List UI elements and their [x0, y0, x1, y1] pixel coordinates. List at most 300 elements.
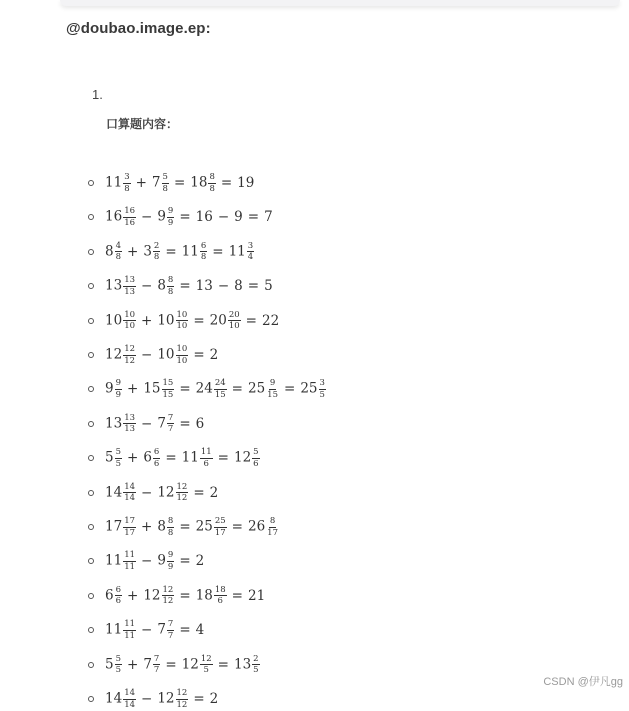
- bullet-icon: [88, 421, 94, 427]
- whole-part: 7: [143, 656, 152, 673]
- math-operator: =: [179, 553, 191, 570]
- math-operator: =: [179, 519, 191, 535]
- list-item: [88, 618, 204, 642]
- math-operator: −: [141, 347, 153, 363]
- math-number: [196, 209, 213, 225]
- math-operator: +: [141, 312, 153, 329]
- fraction: [200, 242, 207, 262]
- fraction-denominator: 8: [153, 252, 160, 263]
- math-expression: [105, 586, 265, 606]
- whole-part: 5: [105, 656, 114, 673]
- fraction: [176, 483, 189, 503]
- fraction-numerator: 11: [124, 550, 136, 561]
- fraction: [115, 448, 122, 468]
- fraction: [167, 207, 174, 227]
- fraction-numerator: 5: [253, 447, 259, 458]
- whole-part: 14: [105, 484, 123, 501]
- fraction-denominator: 14: [124, 493, 136, 504]
- whole-part: 8: [157, 277, 166, 294]
- math-number: [196, 586, 227, 606]
- math-number: [264, 278, 273, 294]
- fraction-numerator: 8: [269, 516, 276, 526]
- fraction-numerator: 8: [209, 172, 215, 182]
- math-number: [105, 379, 122, 399]
- math-expression: [105, 345, 218, 365]
- fraction: [252, 448, 259, 468]
- fraction-numerator: 8: [167, 275, 174, 286]
- list-item: [88, 653, 260, 677]
- whole-part: 8: [234, 278, 243, 295]
- math-expression: [105, 207, 273, 227]
- list-item: [88, 309, 279, 333]
- math-operator: =: [220, 175, 233, 191]
- fraction-denominator: 6: [217, 596, 223, 607]
- whole-part: 10: [157, 312, 175, 329]
- message-heading: @doubao.image.ep:: [66, 20, 211, 37]
- math-operator: +: [127, 381, 139, 398]
- math-expression: [105, 689, 218, 709]
- fraction: [123, 620, 136, 640]
- math-number: [248, 379, 279, 399]
- fraction-numerator: 7: [153, 653, 160, 664]
- fraction: [200, 655, 213, 675]
- math-number: [157, 414, 174, 434]
- math-operator: −: [217, 209, 230, 226]
- fraction: [266, 517, 279, 537]
- whole-part: 2: [209, 484, 219, 501]
- fraction-numerator: 2: [253, 653, 259, 664]
- whole-part: 9: [157, 552, 166, 569]
- whole-part: 25: [247, 380, 266, 397]
- math-number: [157, 551, 174, 571]
- fraction-numerator: 6: [115, 584, 122, 595]
- fraction-numerator: 6: [153, 447, 160, 458]
- math-number: [105, 242, 122, 262]
- math-operator: =: [247, 209, 260, 226]
- whole-part: 11: [228, 243, 246, 260]
- bullet-icon: [88, 352, 94, 358]
- fraction-denominator: 6: [153, 458, 160, 469]
- fraction: [123, 689, 136, 709]
- fraction-numerator: 14: [124, 688, 136, 698]
- math-number: [210, 691, 219, 707]
- math-operator: −: [141, 484, 153, 501]
- math-expression: [105, 620, 204, 640]
- math-expression: [105, 448, 260, 468]
- whole-part: 18: [195, 587, 213, 604]
- fraction-numerator: 7: [167, 412, 174, 423]
- list-item: [88, 584, 265, 608]
- list-item: [88, 343, 218, 367]
- math-number: [196, 553, 205, 569]
- math-number: [143, 379, 174, 399]
- math-operator: −: [141, 622, 153, 639]
- list-item: [88, 377, 326, 401]
- fraction-numerator: 25: [214, 516, 226, 526]
- fraction: [153, 448, 160, 468]
- fraction-numerator: 10: [176, 309, 188, 320]
- fraction-denominator: 16: [124, 217, 136, 228]
- fraction-denominator: 13: [124, 424, 136, 435]
- fraction: [115, 655, 122, 675]
- fraction-numerator: 9: [167, 206, 174, 217]
- fraction-numerator: 12: [124, 344, 136, 354]
- fraction-denominator: 7: [167, 424, 174, 435]
- fraction: [123, 414, 136, 434]
- math-number: [105, 620, 136, 640]
- math-operator: =: [165, 656, 177, 673]
- fraction-denominator: 5: [203, 665, 209, 676]
- fraction-denominator: 17: [214, 527, 226, 538]
- fraction-numerator: 3: [247, 240, 254, 251]
- whole-part: 22: [261, 312, 280, 329]
- fraction-numerator: 16: [124, 206, 136, 217]
- math-operator: =: [245, 312, 257, 329]
- fraction-denominator: 8: [167, 286, 174, 297]
- math-number: [157, 689, 188, 709]
- fraction: [115, 242, 122, 262]
- whole-part: 7: [264, 209, 273, 226]
- whole-part: 2: [209, 347, 219, 363]
- math-number: [157, 620, 174, 640]
- math-number: [210, 485, 219, 501]
- fraction-numerator: 11: [124, 619, 136, 630]
- fraction-denominator: 12: [124, 355, 136, 366]
- fraction-numerator: 14: [124, 481, 136, 492]
- fraction-denominator: 8: [124, 183, 130, 194]
- fraction: [162, 379, 175, 399]
- whole-part: 13: [105, 415, 123, 432]
- list-item: [88, 481, 218, 505]
- fraction: [167, 276, 174, 296]
- fraction-denominator: 6: [203, 458, 209, 469]
- math-expression: [105, 311, 279, 331]
- fraction-denominator: 8: [162, 183, 168, 194]
- math-operator: =: [179, 622, 191, 639]
- math-operator: =: [217, 656, 229, 673]
- fraction-denominator: 5: [115, 458, 122, 469]
- math-operator: +: [127, 243, 139, 260]
- fraction: [214, 379, 227, 399]
- fraction-numerator: 10: [124, 309, 136, 320]
- fraction: [123, 345, 136, 365]
- math-operator: +: [127, 656, 139, 673]
- fraction-numerator: 10: [176, 344, 188, 354]
- fraction-numerator: 13: [124, 412, 136, 423]
- fraction-numerator: 18: [214, 584, 226, 595]
- math-number: [105, 586, 122, 606]
- math-number: [196, 379, 227, 399]
- fraction-denominator: 8: [167, 527, 174, 538]
- fraction-numerator: 2: [153, 240, 160, 251]
- math-operator: =: [231, 587, 243, 604]
- bullet-icon: [88, 283, 94, 289]
- whole-part: 13: [233, 656, 252, 673]
- fraction: [115, 379, 122, 399]
- fraction-denominator: 5: [253, 665, 259, 676]
- list-item: [88, 205, 273, 229]
- math-number: [182, 655, 213, 675]
- math-number: [152, 173, 169, 193]
- fraction-denominator: 17: [267, 527, 278, 538]
- math-expression: [105, 551, 204, 571]
- list-item: [88, 515, 279, 539]
- bullet-icon: [88, 627, 94, 633]
- fraction: [176, 689, 189, 709]
- fraction: [123, 173, 130, 193]
- whole-part: 5: [105, 449, 114, 466]
- math-number: [157, 276, 174, 296]
- whole-part: 25: [300, 380, 318, 397]
- whole-part: 21: [247, 587, 266, 604]
- whole-part: 26: [247, 518, 266, 535]
- math-number: [196, 622, 205, 638]
- fraction: [162, 586, 175, 606]
- whole-part: 16: [195, 209, 213, 226]
- bullet-icon: [88, 696, 94, 702]
- top-card-edge: [60, 0, 620, 6]
- fraction: [123, 551, 136, 571]
- math-number: [105, 689, 136, 709]
- fraction-numerator: 9: [115, 378, 122, 389]
- math-number: [105, 551, 136, 571]
- math-number: [229, 242, 255, 262]
- whole-part: 13: [195, 278, 213, 295]
- fraction: [167, 414, 174, 434]
- whole-part: 8: [105, 243, 114, 260]
- fraction-numerator: 4: [115, 240, 122, 251]
- fraction: [176, 311, 189, 331]
- fraction-numerator: 7: [167, 619, 174, 630]
- fraction-denominator: 12: [176, 493, 188, 504]
- fraction-numerator: 5: [115, 653, 122, 664]
- math-number: [105, 414, 136, 434]
- watermark: CSDN @伊凡gg: [543, 676, 623, 688]
- fraction: [319, 379, 326, 399]
- math-number: [237, 175, 254, 191]
- fraction-denominator: 10: [124, 321, 136, 332]
- fraction-denominator: 8: [200, 252, 207, 263]
- math-operator: =: [173, 175, 186, 191]
- math-number: [157, 207, 174, 227]
- fraction-numerator: 6: [200, 240, 207, 251]
- whole-part: 7: [157, 415, 166, 432]
- math-number: [248, 588, 265, 604]
- bullet-icon: [88, 386, 94, 392]
- whole-part: 15: [143, 380, 161, 397]
- whole-part: 8: [157, 518, 166, 535]
- math-operator: =: [212, 243, 224, 260]
- bullet-icon: [88, 662, 94, 668]
- fraction-denominator: 7: [167, 630, 174, 641]
- whole-part: 7: [157, 621, 166, 638]
- fraction-denominator: 8: [209, 183, 215, 194]
- list-item: [88, 446, 260, 470]
- math-operator: =: [247, 278, 260, 295]
- fraction-numerator: 15: [162, 378, 174, 389]
- math-expression: [105, 483, 218, 503]
- section-label: 口算题内容：: [106, 117, 179, 131]
- math-number: [300, 379, 326, 399]
- fraction-denominator: 5: [115, 665, 122, 676]
- fraction-denominator: 11: [124, 630, 136, 641]
- whole-part: 11: [105, 621, 123, 638]
- math-expression: [105, 173, 254, 193]
- fraction: [176, 345, 189, 365]
- math-number: [157, 483, 188, 503]
- whole-part: 11: [181, 449, 199, 466]
- math-operator: =: [179, 415, 191, 432]
- whole-part: 14: [105, 690, 123, 707]
- math-number: [143, 448, 160, 468]
- math-number: [234, 655, 260, 675]
- math-operator: =: [231, 519, 243, 535]
- fraction-denominator: 10: [176, 321, 188, 332]
- whole-part: 5: [264, 278, 273, 295]
- fraction: [228, 311, 241, 331]
- math-expression: [105, 517, 279, 537]
- math-number: [105, 655, 122, 675]
- math-operator: −: [141, 278, 153, 295]
- math-operator: −: [141, 209, 153, 226]
- fraction-numerator: 24: [214, 378, 226, 389]
- math-number: [210, 347, 219, 363]
- math-number: [105, 311, 136, 331]
- math-expression: [105, 655, 260, 675]
- whole-part: 16: [105, 208, 123, 225]
- fraction: [162, 173, 169, 193]
- math-number: [264, 209, 273, 225]
- math-number: [248, 517, 279, 537]
- bullet-icon: [88, 593, 94, 599]
- fraction: [115, 586, 122, 606]
- fraction-denominator: 12: [162, 596, 174, 607]
- fraction-denominator: 17: [124, 527, 136, 538]
- whole-part: 2: [209, 691, 219, 707]
- fraction: [208, 173, 215, 193]
- whole-part: 4: [195, 622, 205, 639]
- whole-part: 10: [157, 346, 175, 363]
- fraction: [153, 242, 160, 262]
- fraction-numerator: 17: [124, 516, 136, 526]
- whole-part: 9: [157, 208, 166, 225]
- math-number: [157, 311, 188, 331]
- whole-part: 17: [105, 518, 123, 535]
- math-number: [143, 655, 160, 675]
- math-operator: =: [179, 209, 191, 226]
- ordered-list-number: 1.: [92, 87, 103, 102]
- whole-part: 12: [157, 690, 175, 707]
- fraction-denominator: 5: [319, 389, 325, 400]
- fraction-numerator: 12: [176, 688, 188, 698]
- math-operator: −: [141, 691, 153, 707]
- whole-part: 11: [105, 174, 123, 191]
- math-number: [105, 448, 122, 468]
- math-operator: =: [193, 312, 205, 329]
- whole-part: 25: [195, 518, 213, 535]
- fraction: [252, 655, 259, 675]
- math-operator: −: [141, 415, 153, 432]
- fraction-denominator: 15: [267, 389, 278, 400]
- list-item: [88, 549, 204, 573]
- math-operator: =: [231, 381, 243, 398]
- math-operator: =: [217, 450, 229, 467]
- fraction-denominator: 9: [167, 217, 174, 228]
- whole-part: 18: [190, 174, 208, 191]
- math-operator: +: [127, 450, 139, 467]
- math-operator: −: [141, 553, 153, 570]
- whole-part: 6: [195, 415, 205, 432]
- whole-part: 12: [157, 484, 175, 501]
- whole-part: 12: [233, 449, 252, 466]
- list-item: [88, 240, 254, 264]
- whole-part: 3: [143, 243, 152, 260]
- math-number: [234, 209, 243, 225]
- math-number: [143, 586, 174, 606]
- fraction: [167, 620, 174, 640]
- math-number: [190, 173, 216, 193]
- fraction: [123, 311, 136, 331]
- fraction-denominator: 11: [124, 561, 136, 572]
- list-item: [88, 171, 254, 195]
- fraction: [123, 517, 136, 537]
- math-number: [157, 517, 174, 537]
- whole-part: 20: [209, 312, 227, 329]
- math-operator: +: [127, 587, 139, 604]
- whole-part: 12: [143, 587, 161, 604]
- fraction-numerator: 12: [176, 481, 188, 492]
- math-number: [105, 483, 136, 503]
- bullet-icon: [88, 490, 94, 496]
- bullet-icon: [88, 558, 94, 564]
- whole-part: 12: [181, 656, 199, 673]
- fraction: [214, 586, 227, 606]
- whole-part: 6: [105, 587, 114, 604]
- bullet-icon: [88, 249, 94, 255]
- whole-part: 7: [151, 174, 161, 191]
- math-operator: −: [217, 278, 230, 295]
- fraction-numerator: 13: [124, 275, 136, 286]
- math-operator: =: [193, 347, 205, 363]
- math-number: [196, 416, 205, 432]
- bullet-icon: [88, 318, 94, 324]
- math-number: [105, 173, 131, 193]
- fraction-numerator: 12: [162, 584, 174, 595]
- fraction-denominator: 10: [228, 321, 240, 332]
- bullet-icon: [88, 455, 94, 461]
- bullet-icon: [88, 524, 94, 530]
- whole-part: 24: [195, 380, 213, 397]
- fraction-numerator: 3: [319, 378, 325, 389]
- fraction: [200, 448, 213, 468]
- math-number: [105, 207, 136, 227]
- math-operator: =: [284, 381, 296, 398]
- whole-part: 19: [237, 175, 255, 191]
- math-number: [182, 242, 208, 262]
- fraction: [266, 379, 279, 399]
- fraction-denominator: 9: [167, 561, 174, 572]
- math-operator: +: [135, 175, 147, 191]
- math-number: [234, 448, 260, 468]
- fraction: [123, 483, 136, 503]
- fraction-denominator: 7: [153, 665, 160, 676]
- bullet-icon: [88, 214, 94, 220]
- whole-part: 9: [234, 209, 243, 226]
- math-expression: [105, 276, 273, 296]
- whole-part: 11: [105, 552, 123, 569]
- fraction: [153, 655, 160, 675]
- math-number: [157, 345, 188, 365]
